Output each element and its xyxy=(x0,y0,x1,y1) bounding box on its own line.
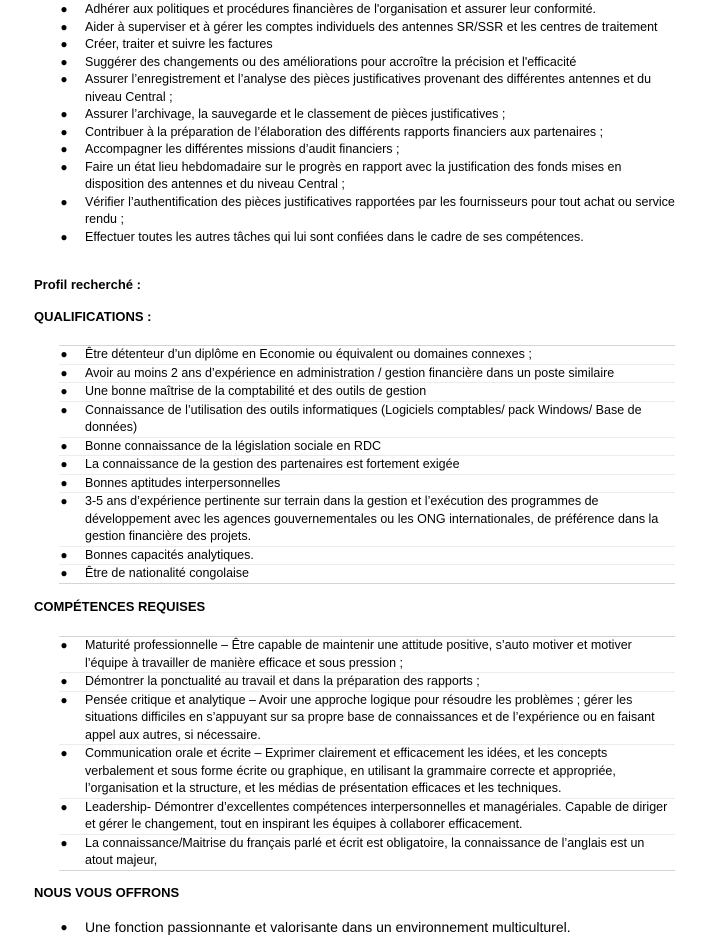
bullet-icon: ● xyxy=(60,54,68,69)
list-item-text: Créer, traiter et suivre les factures xyxy=(85,37,273,51)
list-item-text: Vérifier l’authentification des pièces justificatives rapportées par les fournisseurs pour tout achat ou service rendu ; xyxy=(85,194,675,226)
list-item xyxy=(59,637,675,672)
list-item-text: Bonnes aptitudes interpersonnelles xyxy=(85,475,281,490)
list-item-text: Maturité professionnelle – Être capable de maintenir une attitude positive, s’auto motiver et motiver l’équipe à travailler de manière efficace et sous pression ; xyxy=(85,638,632,670)
bullet-icon: ● xyxy=(60,457,68,471)
bullet-icon: ● xyxy=(60,438,68,453)
list-item xyxy=(0,36,711,54)
list-item xyxy=(59,455,675,474)
bullet-icon: ● xyxy=(60,402,68,417)
competences-table xyxy=(59,636,675,871)
list-item-text: Communication orale et écrite – Exprimer clairement et efficacement les idées, et les concepts verbalement et sous forme écrite ou graphique, en utilisant la grammaire correcte et appropriée, l’organisation et la structure, et les médias de présentation efficaces et les techniques. xyxy=(85,746,616,795)
list-item xyxy=(0,124,711,142)
bullet-icon: ● xyxy=(60,384,68,398)
bullet-icon: ● xyxy=(60,37,68,51)
list-item xyxy=(0,54,711,72)
list-item-text: Aider à superviser et à gérer les comptes individuels des antennes SR/SSR et les centres de traitement xyxy=(85,19,658,34)
list-item xyxy=(0,229,711,247)
list-item-text: Bonnes capacités analytiques. xyxy=(85,547,254,562)
list-item xyxy=(59,672,675,691)
list-item-text: Adhérer aux politiques et procédures financières de l'organisation et assurer leur conformité. xyxy=(85,2,596,16)
competences-list xyxy=(59,637,675,870)
list-item xyxy=(0,141,711,159)
list-item-text: Avoir au moins 2 ans d’expérience en administration / gestion financière dans un poste similaire xyxy=(85,365,615,380)
list-item-text: Une fonction passionnante et valorisante dans un environnement multiculturel. xyxy=(85,919,571,935)
list-item-text: La connaissance/Maitrise du français parlé et écrit est obligatoire, la connaissance de l’anglais est un atout majeur, xyxy=(85,835,645,867)
list-item xyxy=(0,19,711,37)
list-item xyxy=(59,382,675,401)
list-item xyxy=(59,364,675,383)
bullet-icon: ● xyxy=(60,566,68,580)
list-item-text: Assurer l’enregistrement et l’analyse des pièces justificatives provenant des différentes antennes et du niveau Central ; xyxy=(85,72,652,104)
bullet-icon: ● xyxy=(60,229,68,244)
bullet-icon: ● xyxy=(60,547,68,562)
list-item-text: Suggérer des changements ou des améliorations pour accroître la précision et l'efficacité xyxy=(85,54,577,69)
list-item-text: Une bonne maîtrise de la comptabilité et des outils de gestion xyxy=(85,384,427,398)
list-item-text: Faire un état lieu hebdomadaire sur le progrès en rapport avec la justification des fonds mises en disposition des antennes et du niveau Central ; xyxy=(85,159,622,191)
bullet-icon: ● xyxy=(60,746,68,760)
list-item xyxy=(0,106,711,124)
bullet-icon: ● xyxy=(60,638,68,652)
list-item xyxy=(59,346,675,364)
bullet-icon: ● xyxy=(60,920,68,934)
list-item-text: Effectuer toutes les autres tâches qui lui sont confiées dans le cadre de ses compétences. xyxy=(85,229,584,244)
qualifications-heading: QUALIFICATIONS : xyxy=(34,309,152,324)
list-item-text: La connaissance de la gestion des partenaires est fortement exigée xyxy=(85,457,460,471)
qualifications-list xyxy=(59,346,675,583)
list-item xyxy=(0,918,711,937)
list-item-text: Contribuer à la préparation de l’élaboration des différents rapports financiers aux partenaires ; xyxy=(85,124,604,139)
bullet-icon: ● xyxy=(60,142,68,156)
bullet-icon: ● xyxy=(60,347,68,361)
list-item-text: Pensée critique et analytique – Avoir une approche logique pour résoudre les problèmes ; gérer les situations difficiles en s’appuyant sur sa propre base de connaissances et de l’expérience ou en faisant appel aux autres, si nécessaire. xyxy=(85,692,655,742)
list-item xyxy=(0,71,711,106)
list-item xyxy=(59,564,675,583)
bullet-icon: ● xyxy=(60,835,68,850)
list-item xyxy=(59,546,675,565)
offers-heading: NOUS VOUS OFFRONS xyxy=(34,885,180,900)
list-item-text: Démontrer la ponctualité au travail et dans la préparation des rapports ; xyxy=(85,674,480,688)
list-item-text: Connaissance de l’utilisation des outils informatiques (Logiciels comptables/ pack Windows/ Base de données) xyxy=(85,402,642,434)
competences-heading: COMPÉTENCES REQUISES xyxy=(34,599,206,614)
bullet-icon: ● xyxy=(60,2,68,16)
list-item xyxy=(59,401,675,437)
list-item xyxy=(59,437,675,456)
bullet-icon: ● xyxy=(60,107,68,121)
list-item xyxy=(59,744,675,798)
bullet-icon: ● xyxy=(60,475,68,490)
bullet-icon: ● xyxy=(60,124,68,139)
responsibilities-list xyxy=(0,1,711,246)
list-item-text: Accompagner les différentes missions d’audit financiers ; xyxy=(85,142,400,156)
list-item-text: Assurer l’archivage, la sauvegarde et le classement de pièces justificatives ; xyxy=(85,107,506,121)
bullet-icon: ● xyxy=(60,19,68,34)
bullet-icon: ● xyxy=(60,72,68,86)
offers-list xyxy=(0,918,711,937)
bullet-icon: ● xyxy=(60,159,68,174)
list-item xyxy=(0,159,711,194)
bullet-icon: ● xyxy=(60,494,68,508)
list-item-text: Leadership- Démontrer d’excellentes compétences interpersonnelles et managériales. Capable de diriger et gérer le changement, tout en inspirant les équipes à collaborer efficacement. xyxy=(85,799,668,831)
list-item-text: Bonne connaissance de la législation sociale en RDC xyxy=(85,438,382,453)
list-item xyxy=(0,194,711,229)
list-item xyxy=(59,474,675,493)
bullet-icon: ● xyxy=(60,799,68,814)
list-item xyxy=(59,492,675,546)
list-item xyxy=(59,691,675,745)
list-item-text: Être de nationalité congolaise xyxy=(85,566,250,580)
bullet-icon: ● xyxy=(60,194,68,209)
profil-heading: Profil recherché : xyxy=(34,277,141,292)
bullet-icon: ● xyxy=(60,365,68,380)
list-item xyxy=(0,1,711,19)
list-item xyxy=(59,834,675,870)
list-item-text: Être détenteur d’un diplôme en Economie ou équivalent ou domaines connexes ; xyxy=(85,347,532,361)
bullet-icon: ● xyxy=(60,674,68,688)
qualifications-table xyxy=(59,345,675,584)
list-item-text: 3-5 ans d’expérience pertinente sur terrain dans la gestion et l’exécution des programmes de développement avec les agences gouvernementales ou les ONG internationales, de préférence dans la gestion financière des projets. xyxy=(85,494,659,543)
list-item xyxy=(59,798,675,834)
bullet-icon: ● xyxy=(60,692,68,707)
